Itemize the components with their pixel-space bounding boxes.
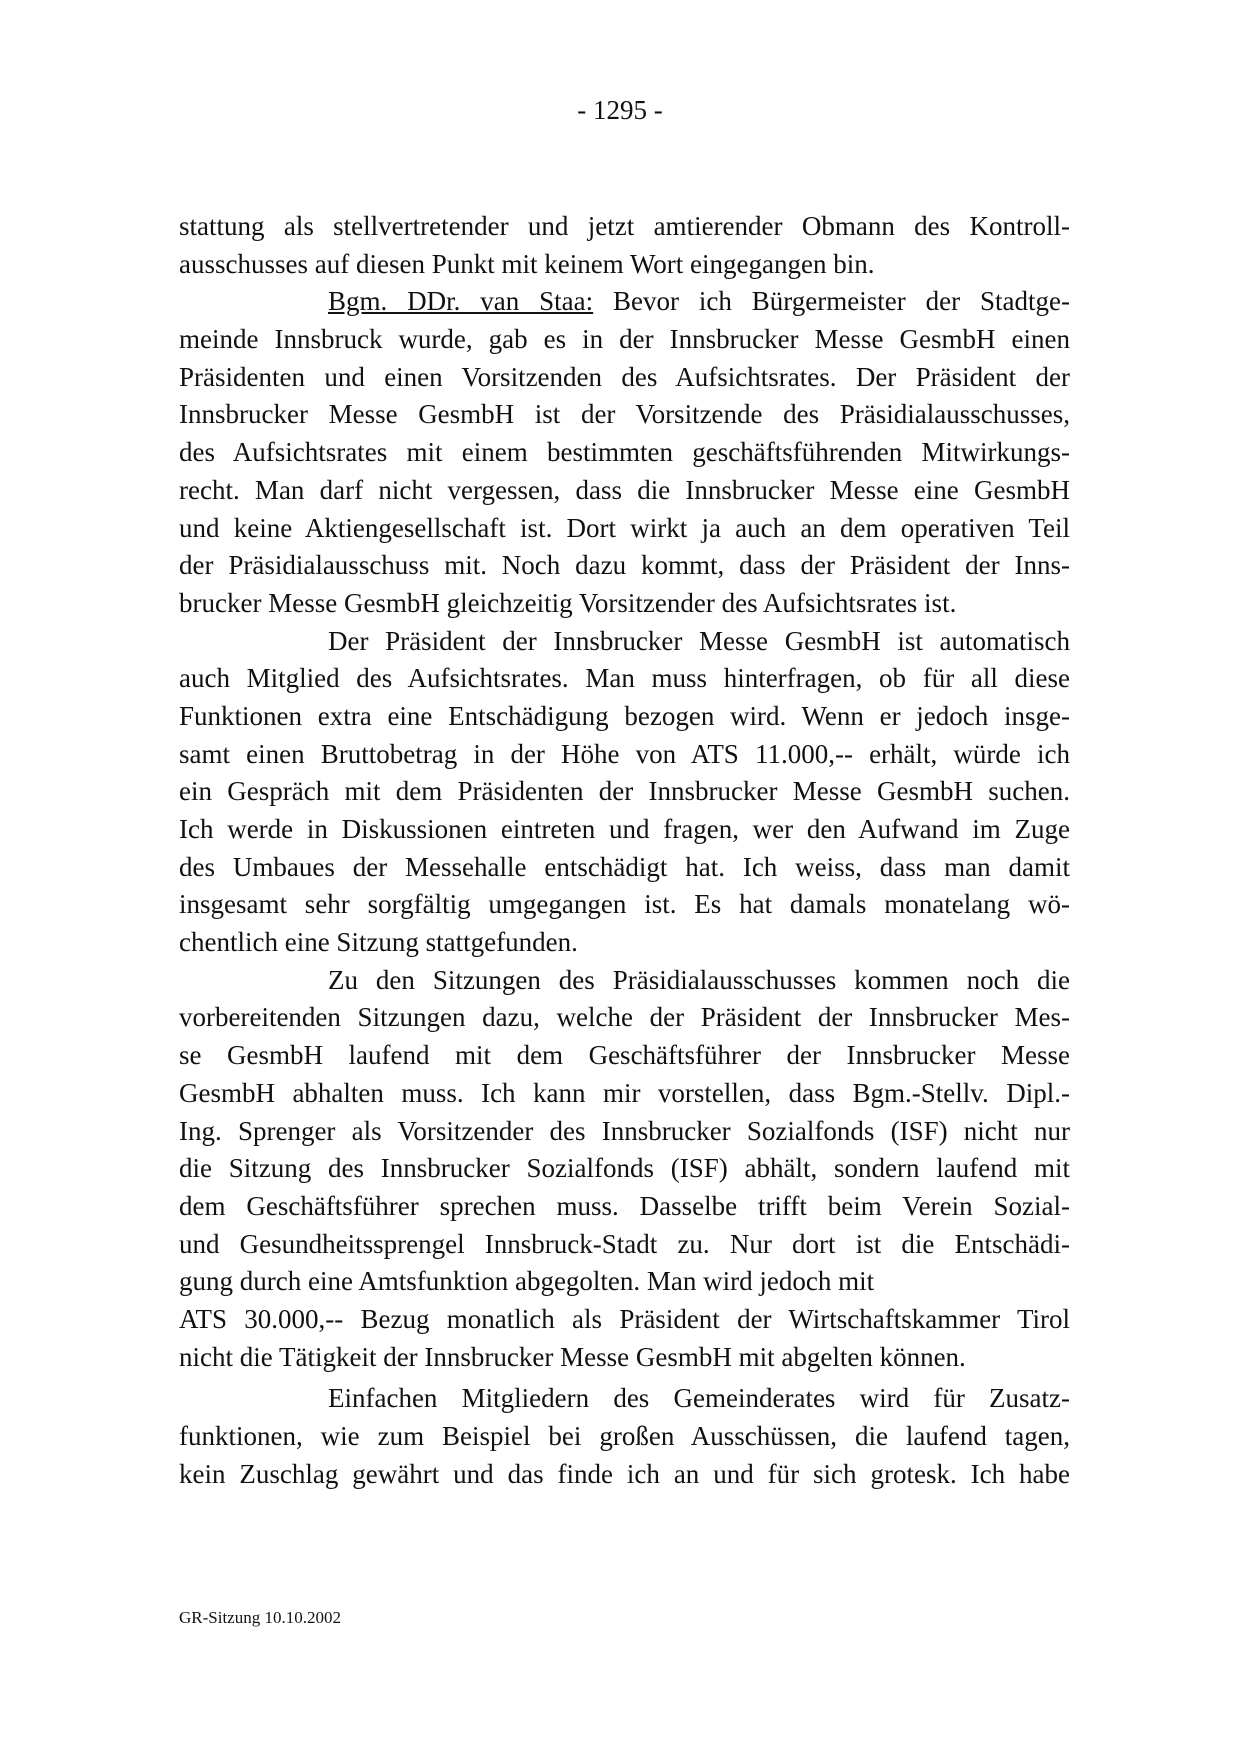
paragraph [179,283,1070,622]
text-line: ausschusses auf diesen Punkt mit keinem Wort eingegangen bin. [179,248,875,279]
text-line: Ich werde in Diskussionen eintreten und fragen, wer den Aufwand im Zuge [179,814,1070,844]
text-line: ATS 30.000,-- Bezug monatlich als Präsident der Wirtschaftskammer Tirol [179,1303,1070,1334]
document-body [179,208,1070,1493]
paragraph [179,623,1070,962]
paragraph [179,1380,1070,1493]
text-line: ein Gespräch mit dem Präsidenten der Innsbrucker Messe GesmbH suchen. [179,776,1070,807]
text-line: recht. Man darf nicht vergessen, dass die Innsbrucker Messe eine GesmbH [179,474,1070,505]
text-fragment: Einfachen Mitgliedern des Gemeinderates wird für Zusatz- [328,1383,1070,1414]
text-line: samt einen Bruttobetrag in der Höhe von ATS 11.000,-- erhält, würde ich [179,738,1070,769]
text-line: se GesmbH laufend mit dem Geschäftsführer der Innsbrucker Messe [179,1040,1070,1071]
text-fragment: Der Präsident der Innsbrucker Messe GesmbH ist automatisch [328,625,1070,656]
text-line: chentlich eine Sitzung stattgefunden. [179,927,578,958]
text-line: brucker Messe GesmbH gleichzeitig Vorsitzender des Aufsichtsrates ist. [179,587,957,618]
text-line: und Gesundheitssprengel Innsbruck-Stadt zu. Nur dort ist die Entschädi- [179,1228,1070,1259]
text-line: Präsidenten und einen Vorsitzenden des Aufsichtsrates. Der Präsident der [179,361,1070,392]
text-line: des Aufsichtsrates mit einem bestimmten geschäftsführenden Mitwirkungs- [179,437,1070,468]
text-line: die Sitzung des Innsbrucker Sozialfonds (ISF) abhält, sondern laufend mit [179,1153,1070,1184]
speaker-name: Bgm. DDr. van Staa: [328,286,594,317]
text-line: meinde Innsbruck wurde, gab es in der Innsbrucker Messe GesmbH einen [179,324,1070,355]
text-line: gung durch eine Amtsfunktion abgegolten. Man wird jedoch mit [179,1266,875,1297]
text-fragment: Bevor ich Bürgermeister der Stadtge- [593,286,1070,317]
page-number: - 1295 - [577,95,663,125]
text-line: Funktionen extra eine Entschädigung bezogen wird. Wenn er jedoch insge- [179,700,1070,731]
paragraph [179,962,1070,1377]
text-line: Innsbrucker Messe GesmbH ist der Vorsitzende des Präsidialausschusses, [179,399,1070,430]
text-line: dem Geschäftsführer sprechen muss. Dasselbe trifft beim Verein Sozial- [179,1190,1070,1221]
text-line: des Umbaues der Messehalle entschädigt hat. Ich weiss, dass man damit [179,851,1070,882]
text-line [179,283,1070,321]
text-line: und keine Aktiengesellschaft ist. Dort wirkt ja auch an dem operativen Teil [179,512,1070,543]
text-line: kein Zuschlag gewährt und das finde ich an und für sich grotesk. Ich habe [179,1458,1070,1489]
footer-session-date: GR-Sitzung 10.10.2002 [179,1608,341,1627]
text-line: insgesamt sehr sorgfältig umgegangen ist. Es hat damals monatelang wö- [179,889,1070,920]
text-fragment: Zu den Sitzungen des Präsidialausschusses kommen noch die [328,964,1070,995]
text-line: nicht die Tätigkeit der Innsbrucker Messe GesmbH mit abgelten können. [179,1341,966,1372]
text-line [179,962,1070,1000]
text-line: stattung als stellvertretender und jetzt amtierender Obmann des Kontroll- [179,211,1070,241]
text-line [179,623,1070,661]
text-line [179,1380,1070,1418]
paragraph [179,208,1070,283]
text-line: auch Mitglied des Aufsichtsrates. Man muss hinterfragen, ob für all diese [179,663,1070,694]
text-line: vorbereitenden Sitzungen dazu, welche der Präsident der Innsbrucker Mes- [179,1002,1070,1033]
text-line: GesmbH abhalten muss. Ich kann mir vorstellen, dass Bgm.-Stellv. Dipl.- [179,1077,1070,1108]
text-line: Ing. Sprenger als Vorsitzender des Innsbrucker Sozialfonds (ISF) nicht nur [179,1115,1070,1146]
text-line: funktionen, wie zum Beispiel bei großen Ausschüssen, die laufend tagen, [179,1421,1070,1451]
text-line: der Präsidialausschuss mit. Noch dazu kommt, dass der Präsident der Inns- [179,550,1070,581]
